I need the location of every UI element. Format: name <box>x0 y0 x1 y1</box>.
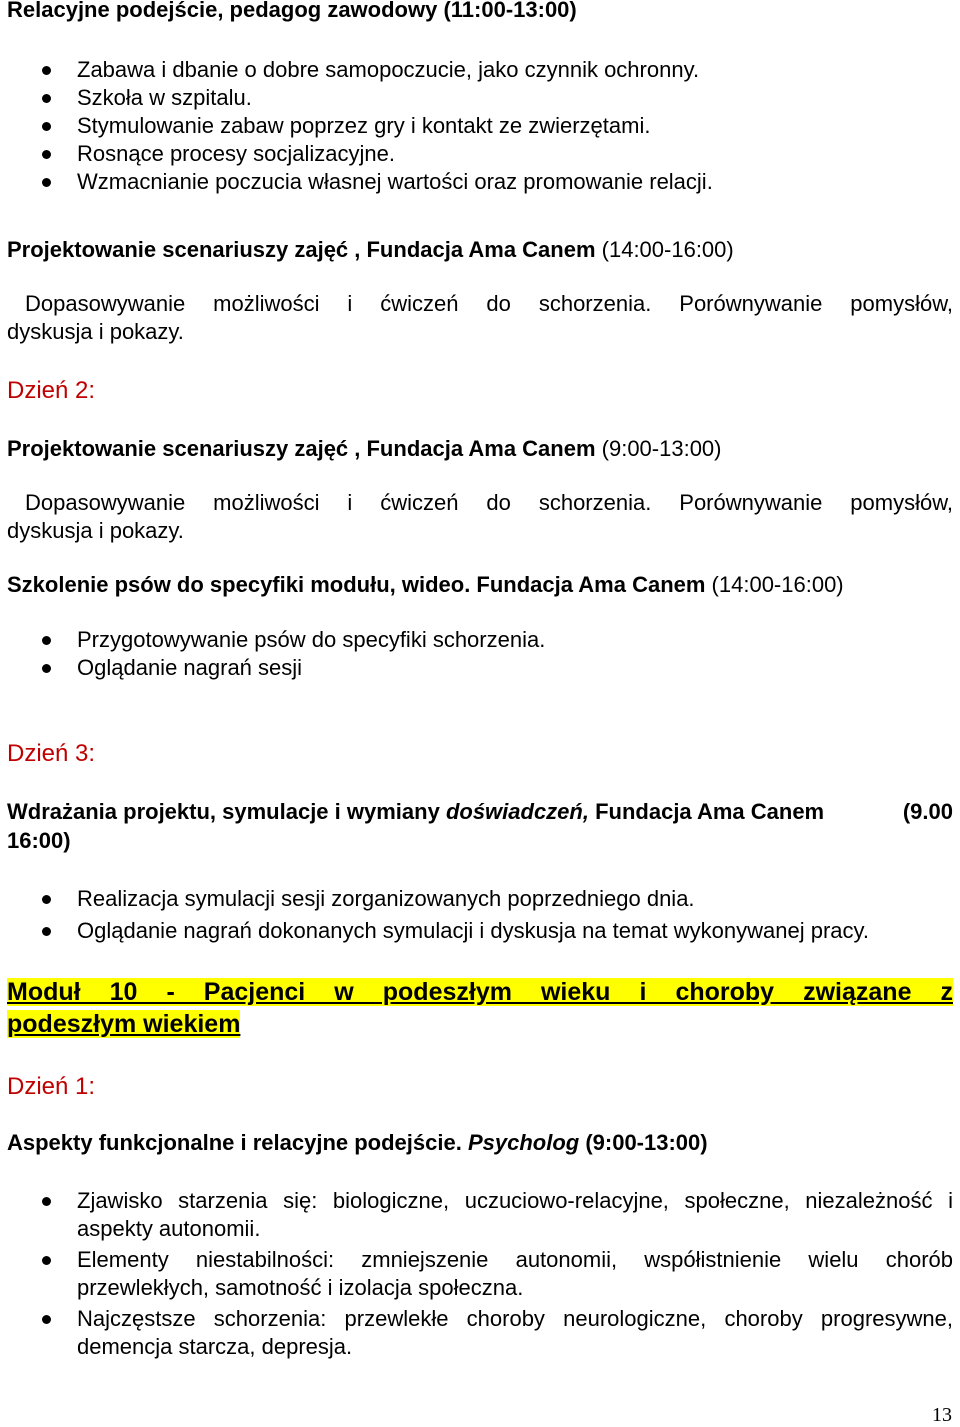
paragraph-line: Dopasowywanie możliwości i ćwiczeń do schorzenia. Porównywanie pomysłów, <box>25 291 953 316</box>
list-item: Oglądanie nagrań dokonanych symulacji i dyskusja na temat wykonywanej pracy. <box>0 917 953 945</box>
list-item: Przygotowywanie psów do specyfiki schorzenia. <box>0 626 953 654</box>
list-item: Szkoła w szpitalu. <box>0 84 953 112</box>
paragraph-line: dyskusja i pokazy. <box>7 518 184 543</box>
list-item: Elementy niestabilności: zmniejszenie autonomii, współistnienie wielu chorób przewlekłych, samotność i izolacja społeczna. <box>0 1246 953 1302</box>
paragraph-line: dyskusja i pokazy. <box>7 319 184 344</box>
list-item: Realizacja symulacji sesji zorganizowanych poprzedniego dnia. <box>0 885 953 913</box>
section-heading-pedagog: Relacyjne podejście, pedagog zawodowy (11:00-13:00) <box>7 0 577 22</box>
section-heading-szkolenie: Szkolenie psów do specyfiki modułu, wideo. Fundacja Ama Canem (14:00-16:00) <box>7 572 844 597</box>
section-heading-wdrazania: Wdrażania projektu, symulacje i wymiany doświadczeń, Fundacja Ama Canem (9.00 <box>7 799 953 824</box>
bullet-icon <box>42 150 51 159</box>
activity-list-3 <box>0 885 953 945</box>
bullet-icon <box>42 1197 51 1206</box>
day-heading-1: Dzień 1: <box>7 1073 96 1100</box>
bullet-icon <box>42 636 51 645</box>
section-heading-aspekty: Aspekty funkcjonalne i relacyjne podejście. Psycholog (9:00-13:00) <box>7 1130 708 1155</box>
bullet-icon <box>42 664 51 673</box>
module-heading: Moduł 10 - Pacjenci w podeszłym wieku i choroby związane z <box>7 978 953 1006</box>
list-item: Rosnące procesy socjalizacyjne. <box>0 140 953 168</box>
activity-list-2 <box>0 626 953 682</box>
bullet-icon <box>42 1315 51 1324</box>
list-item: Zjawisko starzenia się: biologiczne, uczuciowo-relacyjne, społeczne, niezależność i aspekty autonomii. <box>0 1187 953 1243</box>
section-heading-wdrazania-time: 16:00) <box>7 828 71 853</box>
module-heading-line2: podeszłym wiekiem <box>7 1010 241 1038</box>
bullet-icon <box>42 927 51 936</box>
paragraph-line: Dopasowywanie możliwości i ćwiczeń do schorzenia. Porównywanie pomysłów, <box>25 490 953 515</box>
list-item: Zabawa i dbanie o dobre samopoczucie, jako czynnik ochronny. <box>0 56 953 84</box>
page-number: 13 <box>932 1404 952 1426</box>
list-item: Najczęstsze schorzenia: przewlekłe choroby neurologiczne, choroby progresywne, demencja starcza, depresja. <box>0 1305 953 1361</box>
bullet-icon <box>42 178 51 187</box>
activity-list-4 <box>0 1187 953 1361</box>
section-heading-scenariusze-1: Projektowanie scenariuszy zajęć , Fundacja Ama Canem (14:00-16:00) <box>7 237 734 262</box>
bullet-icon <box>42 122 51 131</box>
section-heading-scenariusze-2: Projektowanie scenariuszy zajęć , Fundacja Ama Canem (9:00-13:00) <box>7 436 722 461</box>
activity-list-1 <box>0 56 953 196</box>
day-heading-2: Dzień 2: <box>7 377 96 404</box>
list-item: Stymulowanie zabaw poprzez gry i kontakt ze zwierzętami. <box>0 112 953 140</box>
list-item: Wzmacnianie poczucia własnej wartości oraz promowanie relacji. <box>0 168 953 196</box>
list-item: Oglądanie nagrań sesji <box>0 654 953 682</box>
bullet-icon <box>42 66 51 75</box>
bullet-icon <box>42 1256 51 1265</box>
bullet-icon <box>42 94 51 103</box>
day-heading-3: Dzień 3: <box>7 740 96 767</box>
bullet-icon <box>42 895 51 904</box>
